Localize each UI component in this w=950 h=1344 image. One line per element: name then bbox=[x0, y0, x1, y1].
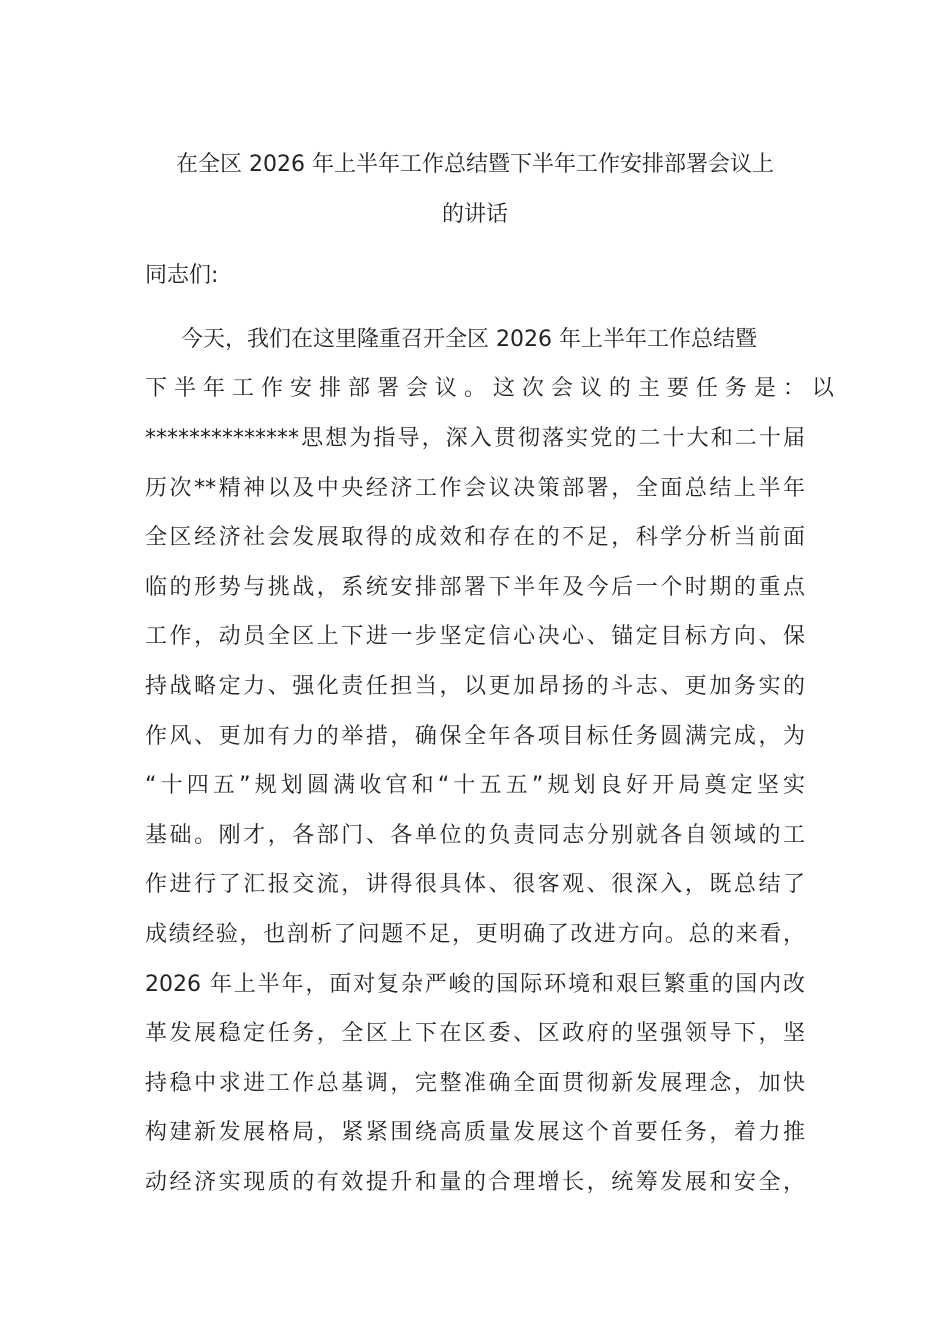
document-title-line-2: 的讲话 bbox=[441, 202, 508, 227]
body-line: 成绩经验，也剖析了问题不足，更明确了改进方向。总的来看， bbox=[145, 922, 805, 947]
body-line: 历次**精神以及中央经济工作会议决策部署，全面总结上半年 bbox=[145, 476, 805, 501]
body-line: 全区经济社会发展取得的成效和存在的不足，科学分析当前面 bbox=[145, 525, 805, 550]
body-line: 今天，我们在这里隆重召开全区 2026 年上半年工作总结暨 bbox=[181, 327, 757, 352]
body-line: “十四五”规划圆满收官和“十五五”规划良好开局奠定坚实 bbox=[145, 773, 805, 798]
body-line: 作进行了汇报交流，讲得很具体、很客观、很深入，既总结了 bbox=[145, 872, 805, 897]
body-line: 革发展稳定任务，全区上下在区委、区政府的坚强领导下，坚 bbox=[145, 1021, 805, 1046]
body-line: 临的形势与挑战，系统安排部署下半年及今后一个时期的重点 bbox=[145, 575, 805, 600]
body-line: 下 半 年 工 作 安 排 部 署 会 议 。 这 次 会 议 的 主 要 任 务 是 ： 以 bbox=[145, 376, 834, 401]
body-line: 基础。刚才，各部门、各单位的负责同志分别就各自领域的工 bbox=[145, 823, 805, 848]
body-line: **************思想为指导，深入贯彻落实党的二十大和二十届 bbox=[145, 426, 805, 451]
body-line: 动经济实现质的有效提升和量的合理增长，统筹发展和安全， bbox=[145, 1170, 805, 1195]
document-title-line-1: 在全区 2026 年上半年工作总结暨下半年工作安排部署会议上 bbox=[176, 152, 774, 177]
body-line: 2026 年上半年，面对复杂严峻的国际环境和艰巨繁重的国内改 bbox=[145, 972, 805, 997]
body-line: 作风、更加有力的举措，确保全年各项目标任务圆满完成，为 bbox=[145, 724, 805, 749]
body-line: 持稳中求进工作总基调，完整准确全面贯彻新发展理念，加快 bbox=[145, 1071, 805, 1096]
body-line: 工作，动员全区上下进一步坚定信心决心、锚定目标方向、保 bbox=[145, 624, 805, 649]
body-line: 构建新发展格局，紧紧围绕高质量发展这个首要任务，着力推 bbox=[145, 1120, 805, 1145]
salutation: 同志们: bbox=[145, 263, 219, 288]
body-line: 持战略定力、强化责任担当，以更加昂扬的斗志、更加务实的 bbox=[145, 674, 805, 699]
